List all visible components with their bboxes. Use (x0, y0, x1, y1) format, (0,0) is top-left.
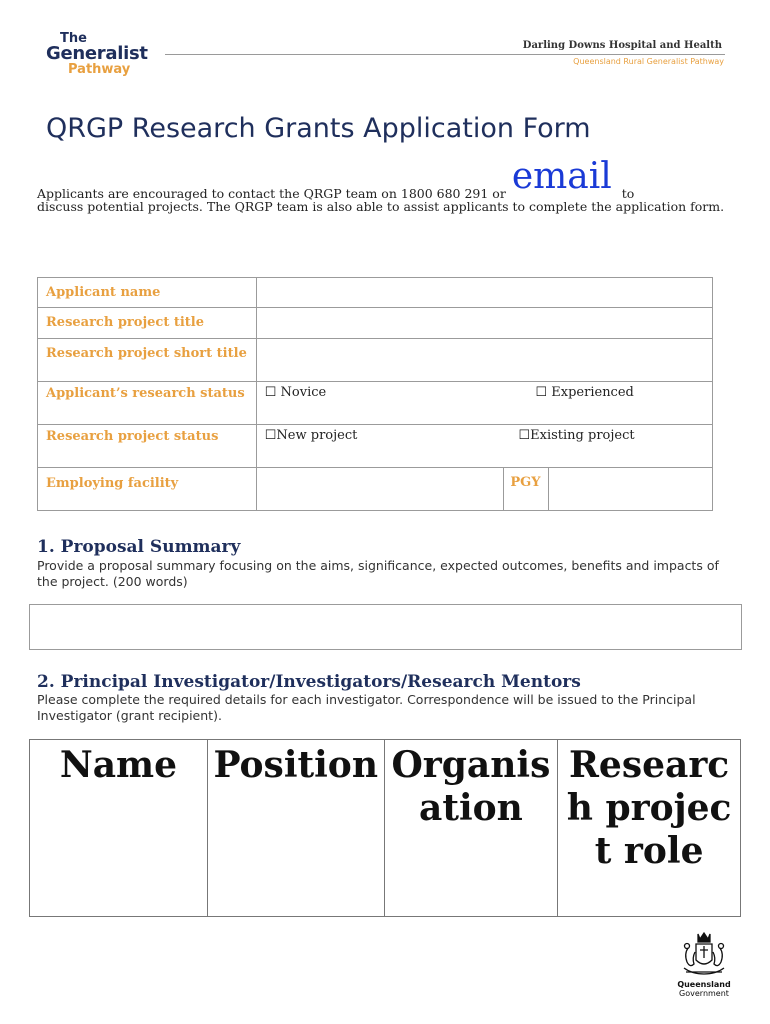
logo-pathway: Pathway (68, 62, 131, 77)
new-project-checkbox[interactable]: ☐New project (264, 428, 358, 443)
intro-paragraph (37, 156, 727, 215)
pgy-field[interactable] (549, 468, 713, 511)
intro-text-2: to (621, 186, 635, 201)
applicant-details-table (37, 277, 713, 511)
project-status-label: Research project status (38, 425, 257, 468)
project-short-title-label: Research project short title (38, 339, 257, 382)
research-status-options (256, 382, 712, 425)
section2-description: Please complete the required details for each investigator. Correspondence will be issued to the Principal Investigator (grant recipient). (37, 692, 696, 723)
project-status-options (256, 425, 712, 468)
project-title-label: Research project title (38, 308, 257, 339)
header-org-subtitle: Queensland Rural Generalist Pathway (573, 57, 724, 66)
logo-the: The (60, 31, 87, 46)
existing-project-checkbox[interactable]: ☐Existing project (518, 428, 635, 443)
email-link[interactable]: email (511, 156, 612, 197)
gov-queensland-text: Queensland (677, 980, 731, 989)
applicant-name-label: Applicant name (38, 278, 257, 308)
column-header-organisation: Organisation (384, 740, 558, 917)
pgy-label: PGY (504, 468, 549, 511)
gov-government-text: Government (679, 989, 729, 998)
generalist-pathway-logo (46, 32, 156, 76)
employing-facility-label: Employing facility (38, 468, 257, 511)
intro-text-1: Applicants are encouraged to contact the QRGP team on 1800 680 291 or (37, 186, 506, 201)
logo-generalist: Generalist (46, 43, 148, 64)
column-header-name: Name (30, 740, 208, 917)
research-status-label: Applicant’s research status (38, 382, 257, 425)
section1-heading: 1. Proposal Summary (37, 537, 241, 557)
intro-text-3: discuss potential projects. The QRGP team is also able to assist applicants to complete the application form. (37, 199, 725, 214)
section1-description: Provide a proposal summary focusing on the aims, significance, expected outcomes, benefits and impacts of the project. (200 words) (37, 558, 719, 589)
queensland-government-logo (674, 928, 734, 998)
page-title: QRGP Research Grants Application Form (46, 113, 591, 144)
column-header-research-role: Research project role (558, 740, 741, 917)
coat-of-arms-icon (678, 928, 730, 980)
applicant-name-field[interactable] (256, 278, 712, 308)
employing-facility-field[interactable] (256, 468, 504, 511)
column-header-position: Position (207, 740, 384, 917)
project-title-field[interactable] (256, 308, 712, 339)
project-short-title-field[interactable] (256, 339, 712, 382)
investigators-table (29, 739, 741, 917)
experienced-checkbox[interactable]: ☐ Experienced (535, 385, 634, 400)
proposal-summary-field[interactable] (29, 604, 742, 650)
header-divider (165, 54, 725, 55)
novice-checkbox[interactable]: ☐ Novice (264, 385, 327, 400)
header-org-name: Darling Downs Hospital and Health (522, 40, 722, 51)
section2-heading: 2. Principal Investigator/Investigators/Research Mentors (37, 672, 581, 692)
